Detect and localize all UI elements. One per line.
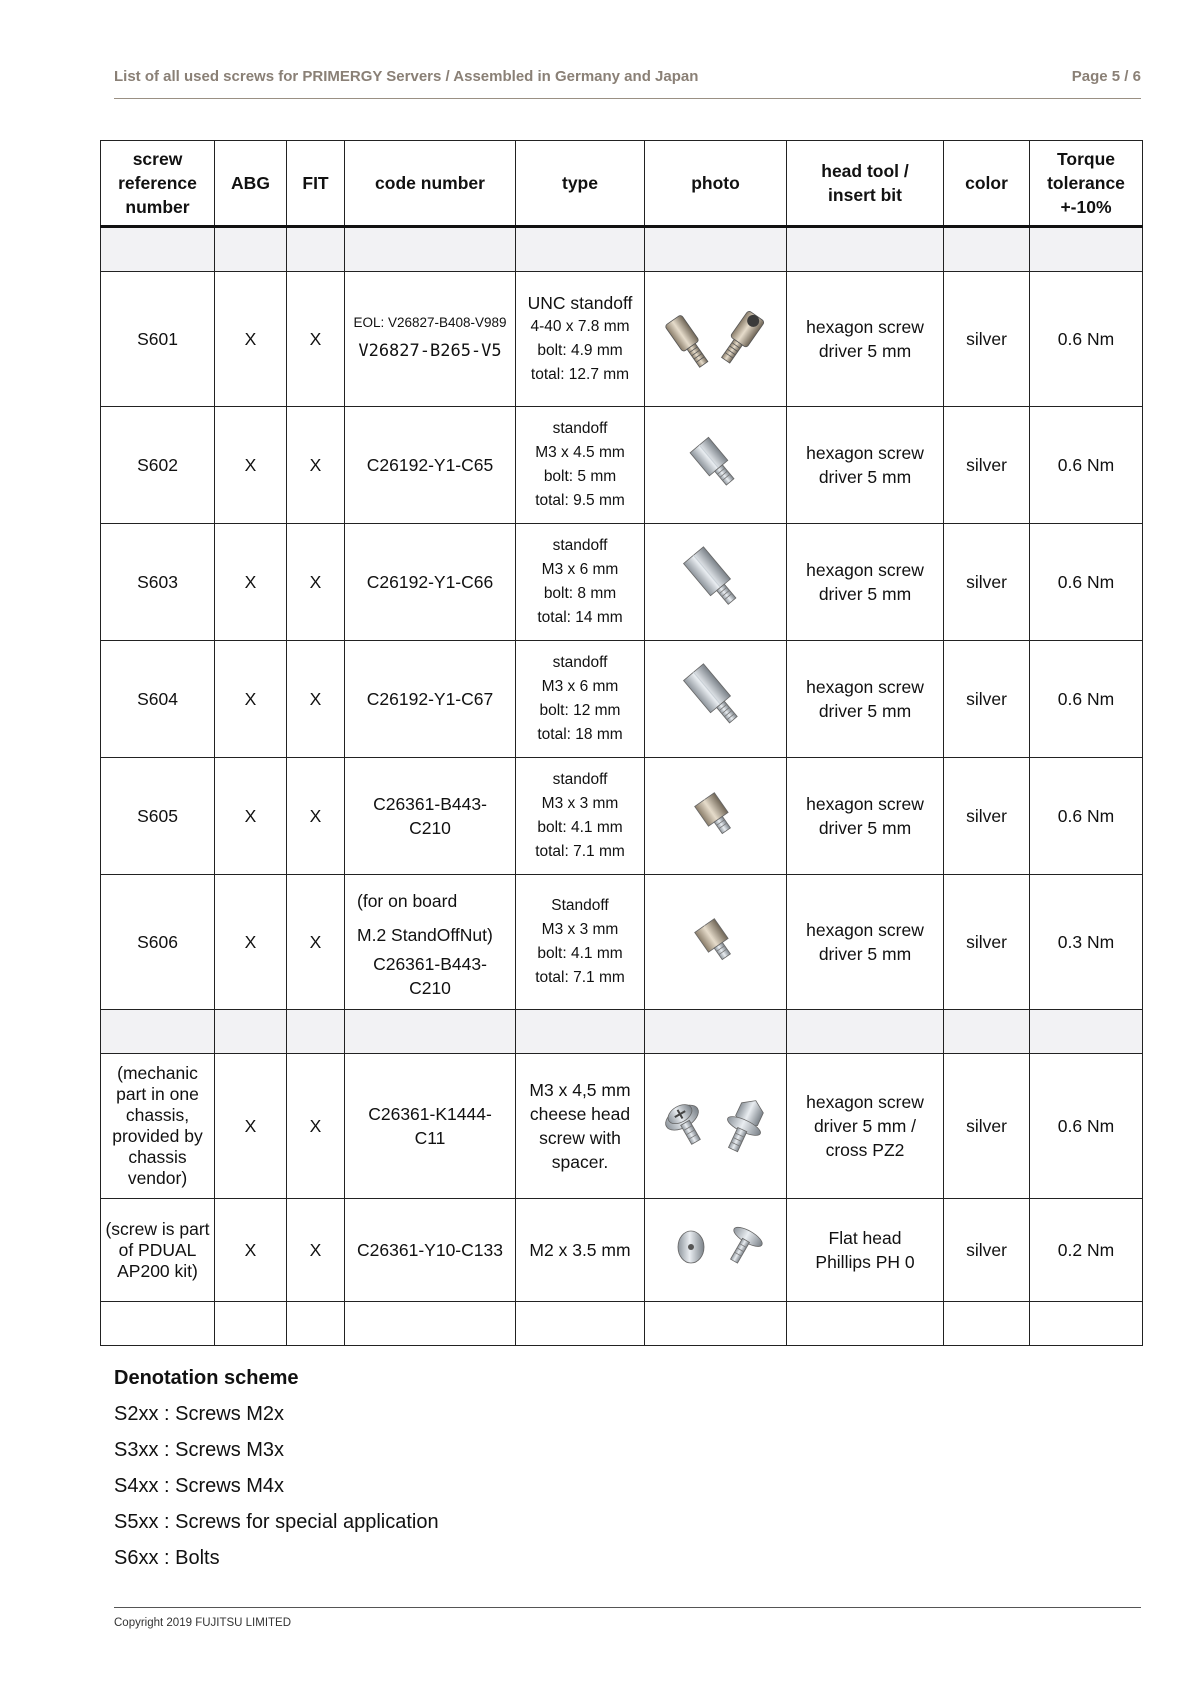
abg-cell: X — [215, 1054, 287, 1199]
table-row — [101, 1054, 1143, 1199]
color-cell: silver — [944, 1054, 1030, 1199]
fit-cell: X — [287, 875, 345, 1010]
cheese-head-screw-pair-icon — [656, 1086, 776, 1166]
fit-cell: X — [287, 1054, 345, 1199]
ref-cell: S603 — [101, 524, 215, 641]
ref-cell: (screw is part of PDUAL AP200 kit) — [101, 1199, 215, 1302]
abg-cell: X — [215, 758, 287, 875]
code-note: (for on board — [357, 891, 458, 911]
eol-code: EOL: V26827-B408-V989 — [353, 315, 507, 330]
photo-cell — [645, 758, 787, 875]
denotation-line: S3xx : Screws M3x — [114, 1439, 285, 1461]
page-number: Page 5 / 6 — [1071, 68, 1141, 85]
torque-cell: 0.6 Nm — [1030, 641, 1143, 758]
code-number: C26361-B443-C210 — [373, 954, 487, 998]
col-tool-header: head tool / insert bit — [787, 141, 944, 227]
col-code-header: code number — [345, 141, 516, 227]
ref-cell: S605 — [101, 758, 215, 875]
photo-cell — [645, 407, 787, 524]
code-cell — [345, 758, 516, 875]
col-abg-header: ABG — [215, 141, 287, 227]
abg-cell: X — [215, 641, 287, 758]
type-cell: standoff M3 x 6 mm bolt: 12 mm total: 18 mm — [516, 641, 645, 758]
tool-cell: hexagon screw driver 5 mm — [787, 758, 944, 875]
ref-cell: (mechanic part in one chassis, provided by chassis vendor) — [101, 1054, 215, 1199]
code-number: V26827-B265-V5 — [358, 341, 502, 361]
short-standoff-icon — [676, 776, 756, 856]
ref-cell: S602 — [101, 407, 215, 524]
short-standoff-icon — [676, 902, 756, 982]
abg-cell: X — [215, 524, 287, 641]
torque-cell: 0.6 Nm — [1030, 1054, 1143, 1199]
col-fit-header: FIT — [287, 141, 345, 227]
fit-cell: X — [287, 272, 345, 407]
torque-cell: 0.6 Nm — [1030, 272, 1143, 407]
ref-cell: S601 — [101, 272, 215, 407]
photo-cell — [645, 641, 787, 758]
photo-cell — [645, 272, 787, 407]
code-number: C26361-B443-C210 — [373, 794, 487, 838]
table-row — [101, 758, 1143, 875]
ref-cell: S604 — [101, 641, 215, 758]
code-cell — [345, 1054, 516, 1199]
tool-cell: hexagon screw driver 5 mm — [787, 407, 944, 524]
col-photo-header: photo — [645, 141, 787, 227]
color-cell: silver — [944, 524, 1030, 641]
screw-table — [100, 140, 1143, 1346]
tool-cell: hexagon screw driver 5 mm / cross PZ2 — [787, 1054, 944, 1199]
code-cell: C26361-Y10-C133 — [345, 1199, 516, 1302]
code-note: M.2 StandOffNut) — [357, 925, 493, 945]
abg-cell: X — [215, 272, 287, 407]
abg-cell: X — [215, 875, 287, 1010]
code-cell — [345, 272, 516, 407]
photo-cell — [645, 1199, 787, 1302]
type-cell: standoff M3 x 6 mm bolt: 8 mm total: 14 mm — [516, 524, 645, 641]
photo-cell — [645, 1054, 787, 1199]
denotation-title: Denotation scheme — [114, 1367, 299, 1389]
code-cell — [345, 875, 516, 1010]
footer-divider — [114, 1607, 1141, 1608]
denotation-line: S2xx : Screws M2x — [114, 1403, 285, 1425]
fit-cell: X — [287, 1199, 345, 1302]
table-row — [101, 524, 1143, 641]
col-ref-header: screw reference number — [101, 141, 215, 227]
code-cell: C26192-Y1-C67 — [345, 641, 516, 758]
hex-standoff-icon — [671, 654, 761, 744]
fit-cell: X — [287, 524, 345, 641]
code-number: C26361-K1444-C11 — [368, 1104, 492, 1148]
table-row — [101, 641, 1143, 758]
tool-cell: hexagon screw driver 5 mm — [787, 272, 944, 407]
col-torque-header: Torque tolerance +-10% — [1030, 141, 1143, 227]
table-row — [101, 407, 1143, 524]
hex-standoff-icon — [671, 537, 761, 627]
document-title: List of all used screws for PRIMERGY Servers / Assembled in Germany and Japan — [114, 68, 699, 85]
spacer-row — [101, 1010, 1143, 1054]
ref-cell: S606 — [101, 875, 215, 1010]
tool-cell: hexagon screw driver 5 mm — [787, 875, 944, 1010]
type-cell: Standoff M3 x 3 mm bolt: 4.1 mm total: 7.1 mm — [516, 875, 645, 1010]
table-row — [101, 1199, 1143, 1302]
abg-cell: X — [215, 1199, 287, 1302]
tool-cell: hexagon screw driver 5 mm — [787, 524, 944, 641]
spacer-row — [101, 227, 1143, 272]
type-cell: M2 x 3.5 mm — [516, 1199, 645, 1302]
copyright-footer: Copyright 2019 FUJITSU LIMITED — [114, 1617, 292, 1629]
type-cell: UNC standoff 4-40 x 7.8 mm bolt: 4.9 mm total: 12.7 mm — [516, 272, 645, 407]
denotation-line: S4xx : Screws M4x — [114, 1475, 285, 1497]
fit-cell: X — [287, 641, 345, 758]
col-type-header: type — [516, 141, 645, 227]
page-header — [114, 68, 1141, 99]
color-cell: silver — [944, 641, 1030, 758]
photo-cell — [645, 875, 787, 1010]
table-row — [101, 875, 1143, 1010]
torque-cell: 0.2 Nm — [1030, 1199, 1143, 1302]
fit-cell: X — [287, 407, 345, 524]
fit-cell: X — [287, 758, 345, 875]
tool-cell: hexagon screw driver 5 mm — [787, 641, 944, 758]
color-cell: silver — [944, 272, 1030, 407]
abg-cell: X — [215, 407, 287, 524]
tool-cell: Flat head Phillips PH 0 — [787, 1199, 944, 1302]
torque-cell: 0.3 Nm — [1030, 875, 1143, 1010]
blank-row — [101, 1302, 1143, 1346]
photo-cell — [645, 524, 787, 641]
color-cell: silver — [944, 758, 1030, 875]
type-cell: standoff M3 x 3 mm bolt: 4.1 mm total: 7.1 mm — [516, 758, 645, 875]
color-cell: silver — [944, 875, 1030, 1010]
table-row — [101, 272, 1143, 407]
flat-head-screw-pair-icon — [661, 1215, 771, 1285]
hex-standoff-icon — [676, 425, 756, 505]
table-header-row — [101, 141, 1143, 227]
col-color-header: color — [944, 141, 1030, 227]
code-cell: C26192-Y1-C66 — [345, 524, 516, 641]
unc-standoff-pair-icon — [656, 294, 776, 384]
type-cell: standoff M3 x 4.5 mm bolt: 5 mm total: 9.5 mm — [516, 407, 645, 524]
denotation-line: S6xx : Bolts — [114, 1547, 220, 1569]
torque-cell: 0.6 Nm — [1030, 758, 1143, 875]
denotation-line: S5xx : Screws for special application — [114, 1511, 439, 1533]
code-cell: C26192-Y1-C65 — [345, 407, 516, 524]
torque-cell: 0.6 Nm — [1030, 407, 1143, 524]
denotation-scheme — [114, 1367, 439, 1582]
color-cell: silver — [944, 407, 1030, 524]
color-cell: silver — [944, 1199, 1030, 1302]
torque-cell: 0.6 Nm — [1030, 524, 1143, 641]
type-cell: M3 x 4,5 mm cheese head screw with spacer. — [516, 1054, 645, 1199]
